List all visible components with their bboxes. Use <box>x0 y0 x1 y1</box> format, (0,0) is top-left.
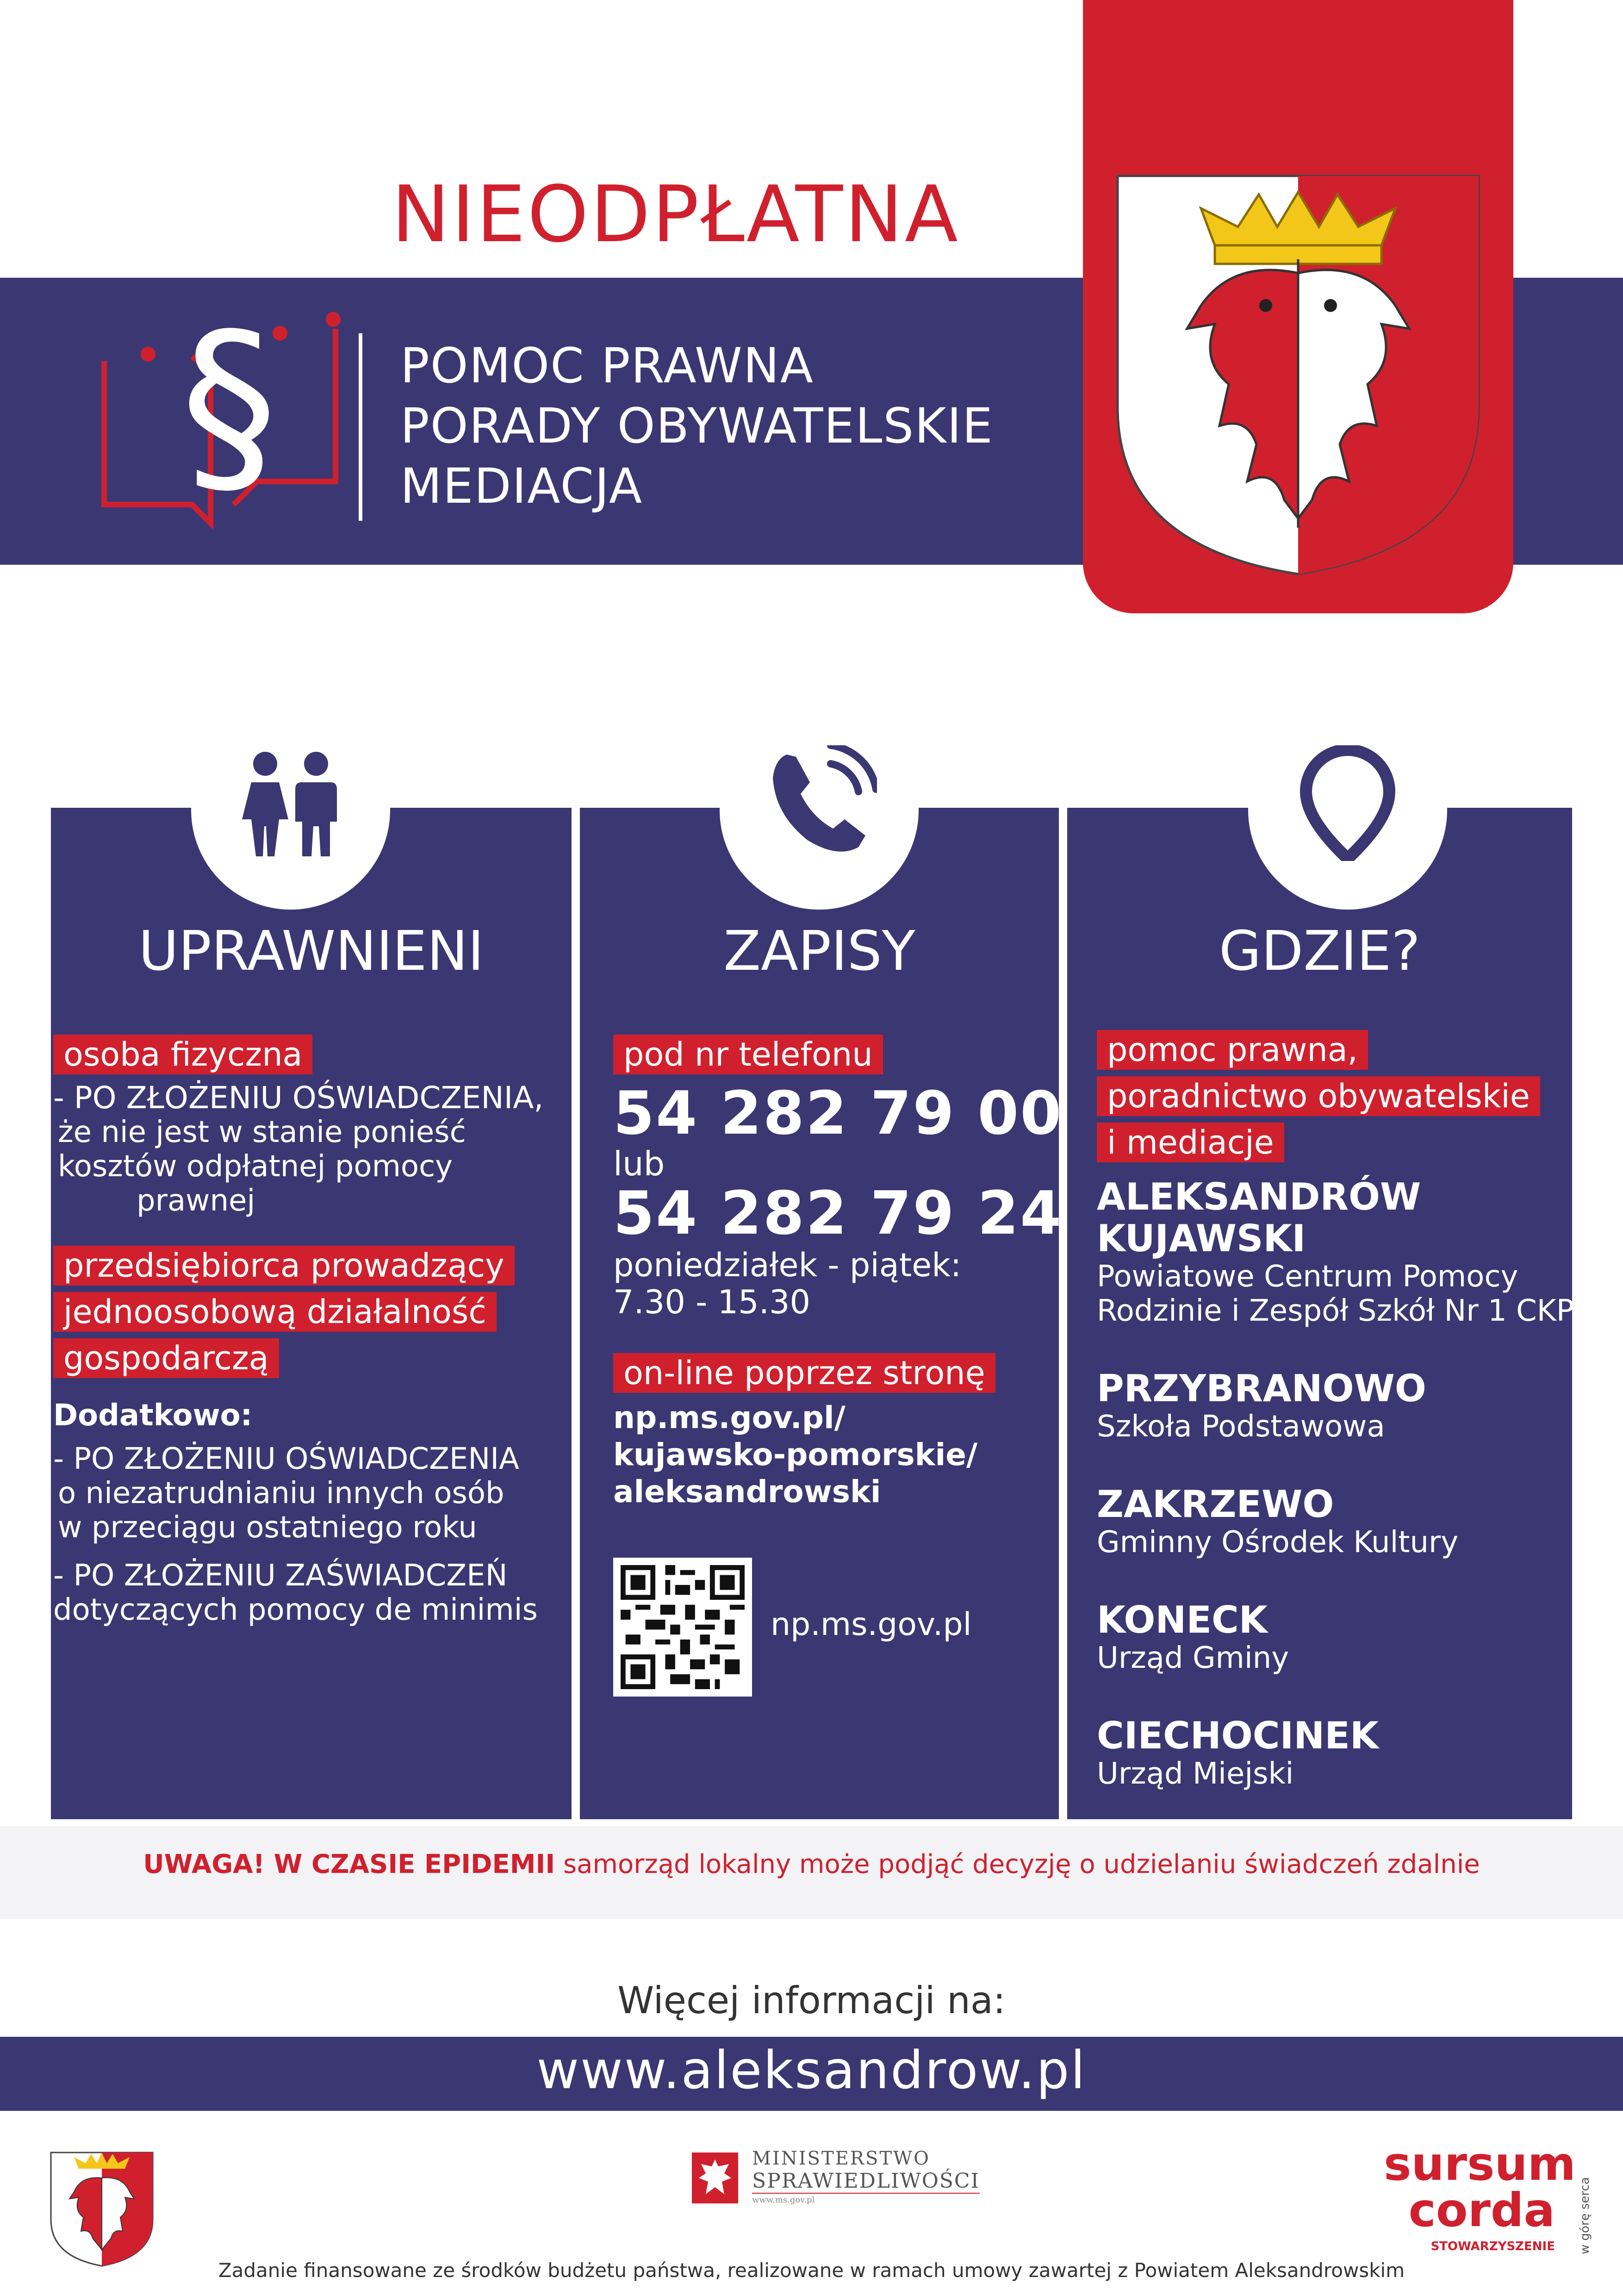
tag-services: i mediacje <box>1097 1123 1284 1162</box>
notice-bold: UWAGA! W CZASIE EPIDEMII <box>143 1849 555 1879</box>
coat-of-arms-icon <box>1108 167 1488 583</box>
headline: NIEODPŁATNA <box>392 169 960 260</box>
uprawnieni-content <box>53 1035 562 1627</box>
people-icon <box>233 745 348 861</box>
location-name: ZAKRZEWO <box>1097 1483 1334 1526</box>
ministry-name: SPRAWIEDLIWOŚCI <box>752 2169 980 2193</box>
epidemic-notice <box>0 1849 1623 1879</box>
tag-przedsiebiorca: gospodarczą <box>53 1338 279 1378</box>
services-list <box>400 336 994 516</box>
location-name: ALEKSANDRÓW <box>1097 1175 1421 1218</box>
location-detail: Urząd Miejski <box>1097 1757 1294 1791</box>
phone-number: 54 282 79 00 <box>613 1079 1063 1148</box>
statement-line: kosztów odpłatnej pomocy <box>58 1149 453 1184</box>
paragraph-book-icon <box>95 301 354 542</box>
footer-coat-of-arms-icon <box>49 2150 155 2268</box>
additional-label: Dodatkowo: <box>53 1398 253 1433</box>
ministry-logo <box>690 2148 980 2208</box>
tag-phone: pod nr telefonu <box>613 1035 883 1074</box>
phone-or: lub <box>613 1144 665 1183</box>
zapisy-title: ZAPISY <box>723 919 915 983</box>
location-detail: Urząd Gminy <box>1097 1641 1289 1675</box>
tag-services: pomoc prawna, <box>1097 1030 1368 1070</box>
ministry-name: MINISTERSTWO <box>752 2148 930 2169</box>
website-link[interactable]: www.aleksandrow.pl <box>536 2040 1087 2101</box>
tag-online: on-line poprzez stronę <box>613 1353 995 1393</box>
phone-number: 54 282 79 24 <box>613 1179 1063 1248</box>
statement-line: dotyczących pomocy de minimis <box>53 1593 538 1627</box>
hours-line: poniedziałek - piątek: <box>613 1246 962 1284</box>
service-item: POMOC PRAWNA <box>400 337 814 394</box>
qr-code-pattern <box>621 1565 745 1689</box>
uprawnieni-title: UPRAWNIENI <box>138 919 484 983</box>
statement-line: o niezatrudnianiu innych osób <box>58 1476 504 1510</box>
location-name: CIECHOCINEK <box>1097 1714 1379 1757</box>
people-icon-circle <box>191 711 390 910</box>
statement-bold: - PO ZŁOŻENIU OŚWIADCZENIA <box>53 1442 519 1476</box>
location-name: KONECK <box>1097 1598 1268 1641</box>
location-name: PRZYBRANOWO <box>1097 1367 1426 1410</box>
phone-icon <box>761 745 877 861</box>
qr-code-icon[interactable] <box>613 1558 752 1697</box>
sursum-side-text: w górę serca <box>1578 2177 1592 2254</box>
financing-note: Zadanie finansowane ze środków budżetu państwa, realizowane w ramach umowy zawartej z Powiatem Aleksandrowskim <box>218 2259 1405 2282</box>
location-detail: Rodzinie i Zespół Szkół Nr 1 CKP <box>1097 1294 1574 1328</box>
gdzie-content <box>1097 1030 1574 1831</box>
online-url-line[interactable]: np.ms.gov.pl/ <box>613 1400 846 1435</box>
more-info-label: Więcej informacji na: <box>617 1979 1006 2022</box>
service-item: MEDIACJA <box>400 458 643 514</box>
location-detail: Powiatowe Centrum Pomocy <box>1097 1260 1518 1294</box>
tag-osoba-fizyczna: osoba fizyczna <box>53 1035 312 1074</box>
statement-line: prawnej <box>137 1184 255 1218</box>
sursum-word: sursum <box>1384 2137 1576 2191</box>
phone-icon-circle <box>720 711 919 910</box>
ministry-url: www.ms.gov.pl <box>752 2195 815 2205</box>
sursum-subtitle: STOWARZYSZENIE <box>1430 2240 1555 2253</box>
location-detail: Gminny Ośrodek Kultury <box>1097 1525 1459 1560</box>
location-pin-icon <box>1290 745 1405 861</box>
svg-text:§: § <box>180 301 278 518</box>
statement-bold: - PO ZŁOŻENIU OŚWIADCZENIA, <box>53 1080 544 1116</box>
statement-line: że nie jest w stanie ponieść <box>58 1115 466 1149</box>
notice-text: samorząd lokalny może podjąć decyzję o udzielaniu świadczeń zdalnie <box>555 1849 1480 1879</box>
corda-word: corda <box>1408 2183 1555 2237</box>
service-item: PORADY OBYWATELSKIE <box>400 398 994 454</box>
qr-url[interactable]: np.ms.gov.pl <box>771 1606 972 1643</box>
online-url-line[interactable]: aleksandrowski <box>613 1474 881 1510</box>
online-url-line[interactable]: kujawsko-pomorskie/ <box>613 1437 978 1472</box>
gdzie-title: GDZIE? <box>1219 919 1421 983</box>
header-divider <box>359 333 362 521</box>
tag-przedsiebiorca: jednoosobową działalność <box>53 1292 497 1332</box>
location-pin-icon-circle <box>1248 711 1447 910</box>
statement-line: w przeciągu ostatniego roku <box>58 1510 477 1545</box>
statement-bold: - PO ZŁOŻENIU ZAŚWIADCZEŃ <box>53 1559 508 1593</box>
zapisy-content <box>613 1035 1063 1510</box>
hours-line: 7.30 - 15.30 <box>613 1283 811 1321</box>
location-name: KUJAWSKI <box>1097 1217 1306 1260</box>
tag-services: poradnictwo obywatelskie <box>1097 1076 1540 1116</box>
tag-przedsiebiorca: przedsiębiorca prowadzący <box>53 1246 515 1285</box>
location-detail: Szkoła Podstawowa <box>1097 1410 1385 1444</box>
eagle-emblem-icon <box>690 2150 740 2206</box>
